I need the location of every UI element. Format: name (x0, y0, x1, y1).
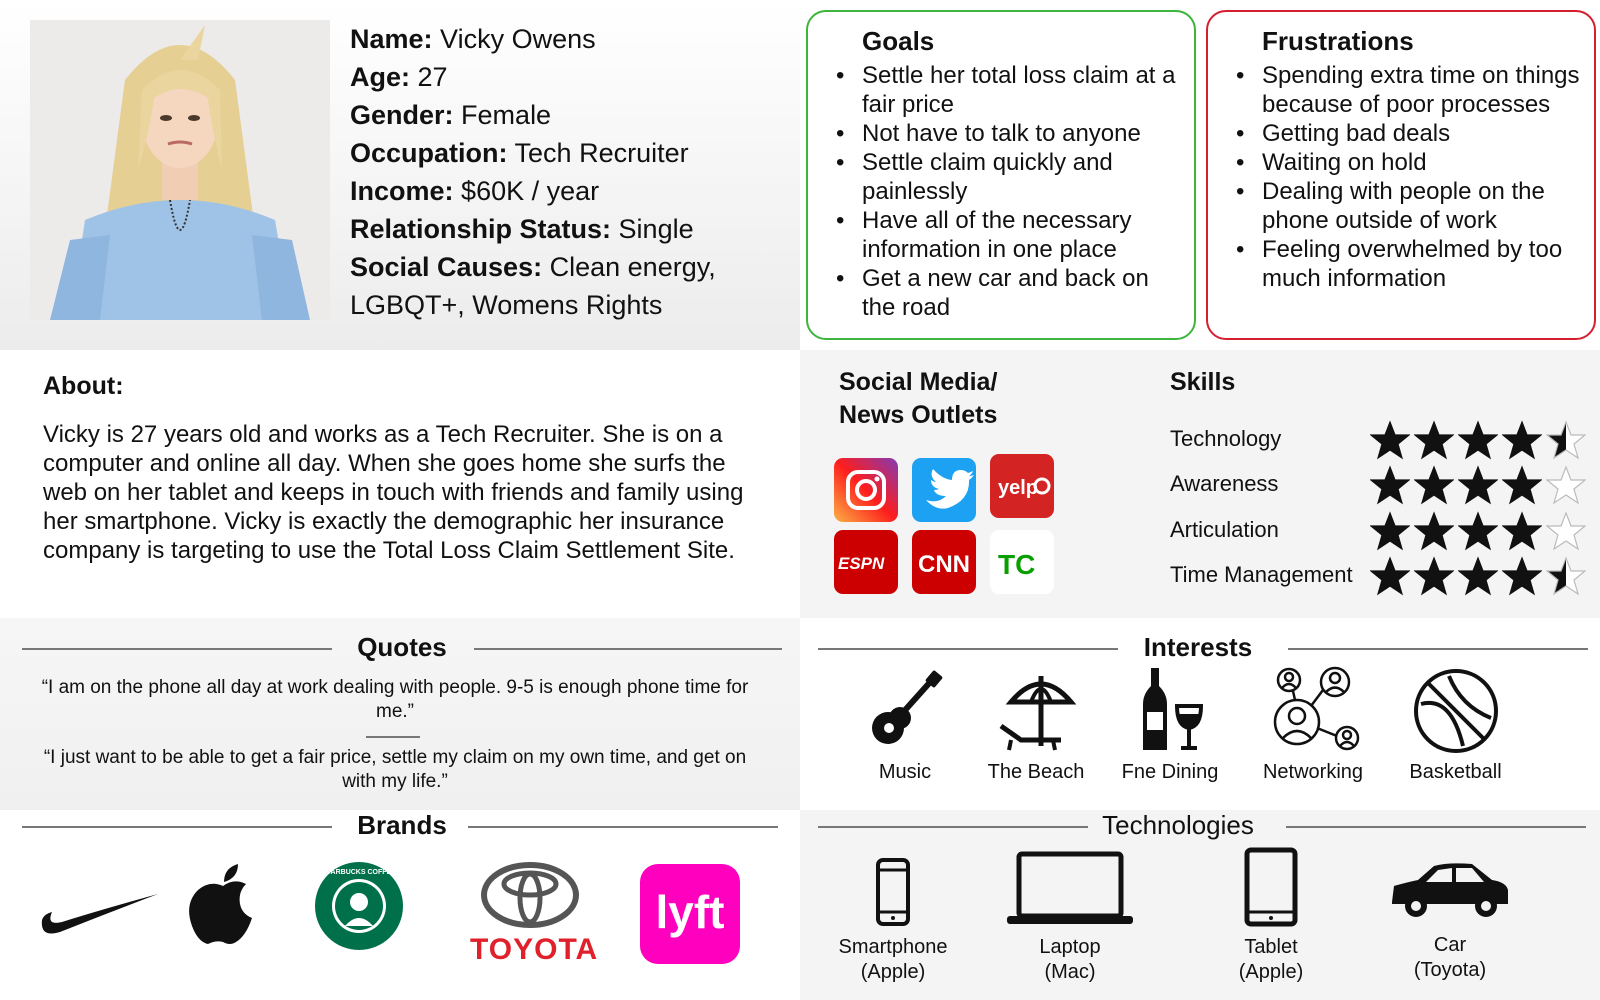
starbucks-logo (313, 860, 405, 952)
social-media-title: Social Media/ News Outlets (839, 368, 998, 429)
star-icon (1546, 556, 1586, 596)
skill-label: Awareness (1170, 471, 1279, 496)
tablet-icon (1243, 846, 1299, 928)
star-icon (1546, 465, 1586, 505)
brands-panel (0, 810, 800, 1000)
lyft-logo: lyft (640, 864, 740, 964)
instagram-icon[interactable] (834, 458, 898, 522)
techcrunch-icon[interactable] (990, 530, 1054, 594)
toyota-logo: TOYOTA (470, 862, 590, 967)
interest-label: Networking (1262, 761, 1364, 783)
goals-title: Goals (862, 26, 935, 56)
frustrations-title: Frustrations (1262, 26, 1414, 56)
laptop-icon (1005, 850, 1135, 928)
tech-item: Smartphone (Apple) (838, 858, 948, 985)
star-icon (1458, 511, 1498, 551)
quote-divider (366, 736, 420, 738)
skill-stars (1370, 420, 1590, 465)
frustration-item: • Feeling overwhelmed by too much information (1262, 235, 1580, 293)
interest-item (1258, 666, 1368, 784)
goals-list (862, 61, 1180, 322)
social-skills-panel (800, 350, 1600, 618)
technologies-header (818, 810, 1588, 844)
profile-occupation: Occupation: Tech Recruiter (350, 138, 689, 168)
about-panel (0, 350, 800, 618)
skill-stars (1370, 556, 1590, 601)
interest-label: The Beach (987, 761, 1085, 783)
quote-1: “I am on the phone all day at work dealing with people. 9-5 is enough phone time for me.” (41, 677, 749, 722)
star-icon (1414, 556, 1454, 596)
star-icon (1502, 465, 1542, 505)
interest-item (855, 666, 955, 784)
portrait-illustration (30, 20, 330, 320)
svg-text:CNN: CNN (918, 551, 970, 578)
goals-frustrations-panel (800, 0, 1600, 350)
frustration-item: • Dealing with people on the phone outside of work (1262, 177, 1580, 235)
profile-panel (0, 0, 800, 350)
basketball-icon (1411, 666, 1501, 756)
interest-label: Fne Dining (1121, 761, 1219, 783)
frustrations-box (1206, 10, 1596, 340)
star-icon (1458, 420, 1498, 460)
profile-age: Age: 27 (350, 62, 448, 92)
nike-logo (40, 880, 160, 940)
cnn-icon[interactable] (912, 530, 976, 594)
yelp-icon[interactable] (990, 454, 1054, 518)
about-text: Vicky is 27 years old and works as a Tech Recruiter. She is on a computer and online all day. When she goes home she surfs the web on her tablet and keeps in touch with friends and family using her smartphone. Vicky is exactly the demographic her insurance company is targeting to use the Total Loss Claim Settlement Site. (43, 421, 744, 564)
skill-row (1170, 556, 1590, 596)
skill-row (1170, 420, 1590, 460)
network-icon (1265, 666, 1361, 756)
profile-photo (30, 20, 330, 320)
interests-panel (800, 618, 1600, 810)
profile-gender: Gender: Female (350, 100, 552, 130)
goal-item: • Get a new car and back on the road (862, 264, 1180, 322)
skill-row (1170, 511, 1590, 551)
skill-label: Articulation (1170, 517, 1279, 542)
skill-row (1170, 465, 1590, 505)
goal-item: • Not have to talk to anyone (862, 119, 1180, 148)
star-icon (1370, 465, 1410, 505)
star-icon (1414, 465, 1454, 505)
interest-item (986, 666, 1086, 784)
svg-text:yelp: yelp (998, 477, 1039, 499)
goal-item: • Settle claim quickly and painlessly (862, 148, 1180, 206)
beach-umbrella-icon (991, 666, 1081, 756)
profile-name: Name: Vicky Owens (350, 24, 596, 54)
star-icon (1458, 556, 1498, 596)
interests-header (818, 632, 1588, 666)
interests-title: Interests (1143, 632, 1253, 662)
tech-item: Tablet (Apple) (1216, 846, 1326, 985)
star-icon (1370, 420, 1410, 460)
skill-label: Technology (1170, 426, 1282, 451)
car-icon (1388, 856, 1512, 926)
brands-title: Brands (357, 810, 447, 840)
quote-2: “I just want to be able to get a fair price, settle my claim on my own time, and get on with my life.” (43, 747, 747, 792)
svg-text:TC: TC (998, 549, 1036, 580)
interest-label: Basketball (1409, 761, 1502, 783)
quotes-panel (0, 618, 800, 810)
star-icon (1370, 556, 1410, 596)
technologies-title: Technologies (1102, 810, 1254, 840)
apple-logo (188, 862, 258, 946)
brands-header (22, 810, 778, 844)
skill-stars (1370, 465, 1590, 510)
star-icon (1414, 511, 1454, 551)
frustration-item: • Waiting on hold (1262, 148, 1580, 177)
frustration-item: • Getting bad deals (1262, 119, 1580, 148)
tech-item: Laptop (Mac) (1000, 850, 1140, 985)
frustrations-list (1262, 61, 1580, 293)
twitter-icon[interactable] (912, 458, 976, 522)
interest-item (1406, 666, 1506, 784)
frustration-item: • Spending extra time on things because of poor processes (1262, 61, 1580, 119)
technologies-panel (800, 810, 1600, 1000)
svg-text:STARBUCKS COFFEE: STARBUCKS COFFEE (322, 869, 396, 876)
star-icon (1502, 511, 1542, 551)
goal-item: • Settle her total loss claim at a fair price (862, 61, 1180, 119)
profile-social-causes: Social Causes: Clean energy, LGBQT+, Womens Rights (350, 252, 716, 320)
goals-box (806, 10, 1196, 340)
interest-item (1120, 666, 1220, 784)
star-icon (1370, 511, 1410, 551)
espn-icon[interactable] (834, 530, 898, 594)
quotes-header (22, 632, 782, 666)
about-title: About: (43, 372, 124, 400)
skills-title: Skills (1170, 368, 1236, 396)
profile-info (350, 20, 790, 324)
guitar-icon (860, 666, 950, 756)
goal-item: • Have all of the necessary information in one place (862, 206, 1180, 264)
skill-stars (1370, 511, 1590, 556)
profile-income: Income: $60K / year (350, 176, 600, 206)
interest-label: Music (878, 761, 932, 783)
skill-label: Time Management (1170, 562, 1353, 587)
tech-item: Car (Toyota) (1380, 856, 1520, 983)
star-icon (1502, 420, 1542, 460)
smartphone-icon (873, 858, 913, 928)
wine-icon (1125, 666, 1215, 756)
star-icon (1546, 511, 1586, 551)
star-icon (1414, 420, 1454, 460)
quotes-title: Quotes (357, 632, 447, 662)
profile-relationship: Relationship Status: Single (350, 214, 694, 244)
star-icon (1546, 420, 1586, 460)
svg-text:ESPN: ESPN (838, 554, 885, 573)
star-icon (1458, 465, 1498, 505)
star-icon (1502, 556, 1542, 596)
